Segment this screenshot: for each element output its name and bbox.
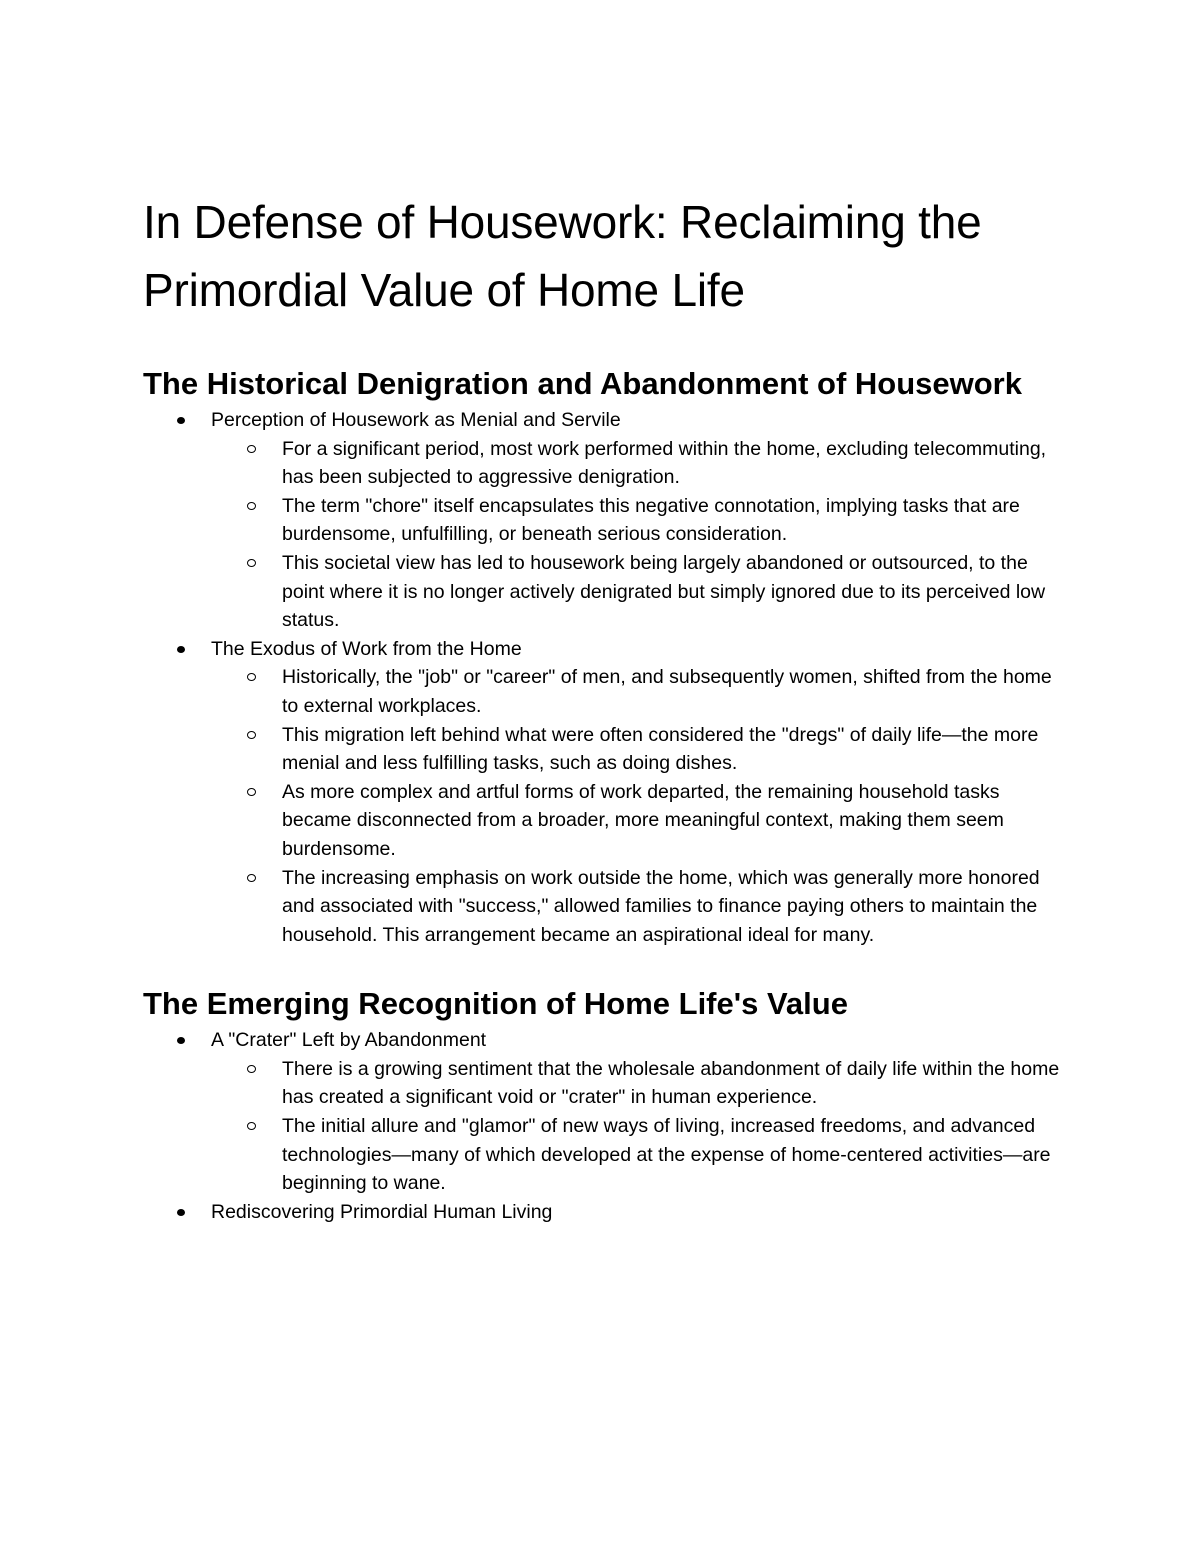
document-title: In Defense of Housework: Reclaiming the Primordial Value of Home Life [143, 196, 982, 316]
hollow-bullet-icon [247, 559, 256, 567]
sub-list [211, 1055, 1073, 1198]
sub-list-item: As more complex and artful forms of work departed, the remaining household tasks became disconnected from a broader, more meaningful context, making them seem burdensome. [211, 778, 1073, 864]
hollow-bullet-icon [247, 1065, 256, 1073]
bullet-icon [177, 417, 185, 424]
list-item-label: Rediscovering Primordial Human Living [211, 1200, 553, 1223]
bullet-icon [177, 1209, 185, 1216]
sub-list [211, 435, 1073, 635]
sub-list-item: The initial allure and "glamor" of new ways of living, increased freedoms, and advanced technologies—many of which developed at the expense of home-centered activities—are beginning to wane. [211, 1112, 1073, 1198]
hollow-bullet-icon [247, 874, 256, 882]
bullet-list [143, 1026, 1073, 1226]
sub-list-item: There is a growing sentiment that the wholesale abandonment of daily life within the home has created a significant void or "crater" in human experience. [211, 1055, 1073, 1112]
bullet-icon [177, 1037, 185, 1044]
list-item [143, 1198, 1073, 1227]
sub-list-item: This societal view has led to housework being largely abandoned or outsourced, to the point where it is no longer actively denigrated but simply ignored due to its perceived low status. [211, 549, 1073, 635]
hollow-bullet-icon [247, 673, 256, 681]
document-page [143, 188, 1073, 1226]
hollow-bullet-icon [247, 788, 256, 796]
sub-list-item: This migration left behind what were often considered the "dregs" of daily life—the more menial and less fulfilling tasks, such as doing dishes. [211, 721, 1073, 778]
bullet-icon [177, 646, 185, 653]
list-item-label: A "Crater" Left by Abandonment [211, 1029, 487, 1052]
sub-list-item: The increasing emphasis on work outside the home, which was generally more honored and associated with "success," allowed families to finance paying others to maintain the household. This arrangement became an aspirational ideal for many. [211, 864, 1073, 950]
hollow-bullet-icon [247, 502, 256, 510]
list-item-label: The Exodus of Work from the Home [211, 637, 522, 660]
sub-list [211, 663, 1073, 949]
list-item [143, 635, 1073, 950]
hollow-bullet-icon [247, 445, 256, 453]
sub-list-item: The term "chore" itself encapsulates this negative connotation, implying tasks that are burdensome, unfulfilling, or beneath serious consideration. [211, 492, 1073, 549]
sub-list-item: Historically, the "job" or "career" of men, and subsequently women, shifted from the home to external workplaces. [211, 663, 1073, 720]
hollow-bullet-icon [247, 731, 256, 739]
list-item-label: Perception of Housework as Menial and Servile [211, 409, 621, 431]
section-heading: The Historical Denigration and Abandonment of Housework [143, 366, 1022, 401]
bullet-list [143, 406, 1073, 949]
list-item [143, 406, 1073, 635]
hollow-bullet-icon [247, 1122, 256, 1130]
section-heading: The Emerging Recognition of Home Life's Value [143, 986, 848, 1022]
sub-list-item: For a significant period, most work performed within the home, excluding telecommuting, has been subjected to aggressive denigration. [211, 435, 1073, 492]
list-item [143, 1026, 1073, 1198]
